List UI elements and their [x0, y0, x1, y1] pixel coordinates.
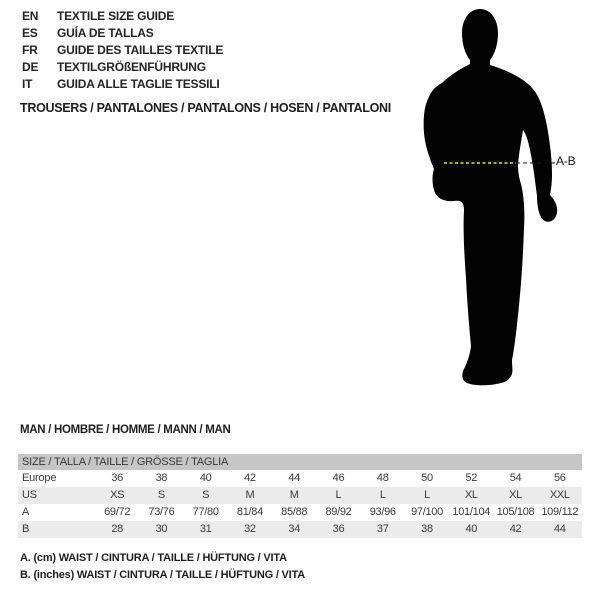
table-row	[18, 504, 582, 521]
row-label: B	[22, 523, 30, 535]
size-value: 101/104	[452, 506, 491, 518]
size-value: S	[157, 489, 165, 501]
size-value: 109/112	[541, 506, 579, 518]
footnote-b: B. (inches) WAIST / CINTURA / TAILLE / HÜFTUNG / VITA	[20, 568, 305, 581]
size-value: 97/100	[411, 506, 443, 518]
language-row	[22, 76, 223, 93]
waist-measure-label: A-B	[556, 154, 576, 168]
size-value: 85/88	[281, 506, 308, 518]
size-value: L	[335, 489, 342, 501]
row-label: US	[22, 489, 37, 501]
language-list	[22, 8, 223, 93]
row-label: A	[22, 506, 30, 518]
table-row	[18, 521, 582, 538]
language-label: GUIDA ALLE TAGLIE TESSILI	[57, 77, 220, 91]
size-value: 54	[509, 472, 522, 484]
size-value: L	[379, 489, 386, 501]
row-label: Europe	[22, 472, 57, 484]
size-value: 56	[553, 472, 566, 484]
size-value: 36	[332, 523, 345, 535]
language-label: GUIDE DES TAILLES TEXTILE	[57, 43, 224, 57]
language-row	[22, 8, 223, 25]
size-value: 69/72	[104, 506, 131, 518]
language-code: EN	[22, 9, 39, 23]
language-code: ES	[22, 26, 38, 40]
size-value: XS	[110, 489, 125, 501]
language-row	[22, 42, 223, 59]
size-table-rows	[18, 470, 582, 538]
size-value: 44	[288, 472, 301, 484]
size-value: 77/80	[192, 506, 219, 518]
size-value: 30	[155, 523, 168, 535]
size-table	[18, 454, 582, 538]
size-value: 73/76	[148, 506, 175, 518]
man-silhouette	[420, 0, 600, 400]
language-row	[22, 59, 223, 76]
size-value: 89/92	[325, 506, 352, 518]
size-value: 28	[111, 523, 123, 535]
size-value: 34	[288, 523, 301, 535]
size-value: 81/84	[236, 506, 263, 518]
size-value: 31	[199, 523, 212, 535]
size-value: XL	[464, 489, 478, 501]
size-value: 44	[553, 523, 566, 535]
size-value: 36	[111, 472, 123, 484]
section-heading: MAN / HOMBRE / HOMME / MANN / MAN	[20, 424, 231, 436]
size-value: M	[245, 489, 255, 501]
size-value: 38	[155, 472, 168, 484]
language-code: IT	[22, 77, 33, 91]
size-value: M	[289, 489, 299, 501]
table-row	[18, 487, 582, 504]
garment-heading: TROUSERS / PANTALONES / PANTALONS / HOSEN / PANTALONI	[20, 101, 391, 115]
language-code: DE	[22, 60, 39, 74]
size-value: 32	[244, 523, 256, 535]
size-value: 40	[199, 472, 212, 484]
size-value: 52	[465, 472, 478, 484]
silhouette-shape	[424, 9, 558, 385]
size-value: XL	[509, 489, 522, 501]
size-value: 48	[376, 472, 389, 484]
language-label: GUÍA DE TALLAS	[57, 26, 154, 40]
footnotes	[20, 550, 305, 583]
size-value: 37	[376, 523, 389, 535]
size-value: 38	[421, 523, 433, 535]
size-value: 40	[465, 523, 478, 535]
language-label: TEXTILGRÖßENFÜHRUNG	[57, 60, 206, 74]
size-value: 50	[421, 472, 433, 484]
size-table-header: SIZE / TALLA / TAILLE / GRÖSSE / TAGLIA	[18, 454, 582, 470]
footnote-a: A. (cm) WAIST / CINTURA / TAILLE / HÜFTUNG / VITA	[20, 552, 287, 564]
size-value: 105/108	[496, 506, 535, 518]
size-value: 46	[332, 472, 345, 484]
size-value: XXL	[549, 489, 570, 501]
size-value: 93/96	[369, 506, 396, 518]
size-value: S	[202, 489, 210, 501]
language-label: TEXTILE SIZE GUIDE	[57, 9, 175, 23]
language-code: FR	[22, 43, 38, 57]
language-row	[22, 25, 223, 42]
table-row	[18, 470, 582, 487]
size-value: L	[424, 489, 430, 501]
size-value: 42	[509, 523, 522, 535]
size-value: 42	[244, 472, 256, 484]
